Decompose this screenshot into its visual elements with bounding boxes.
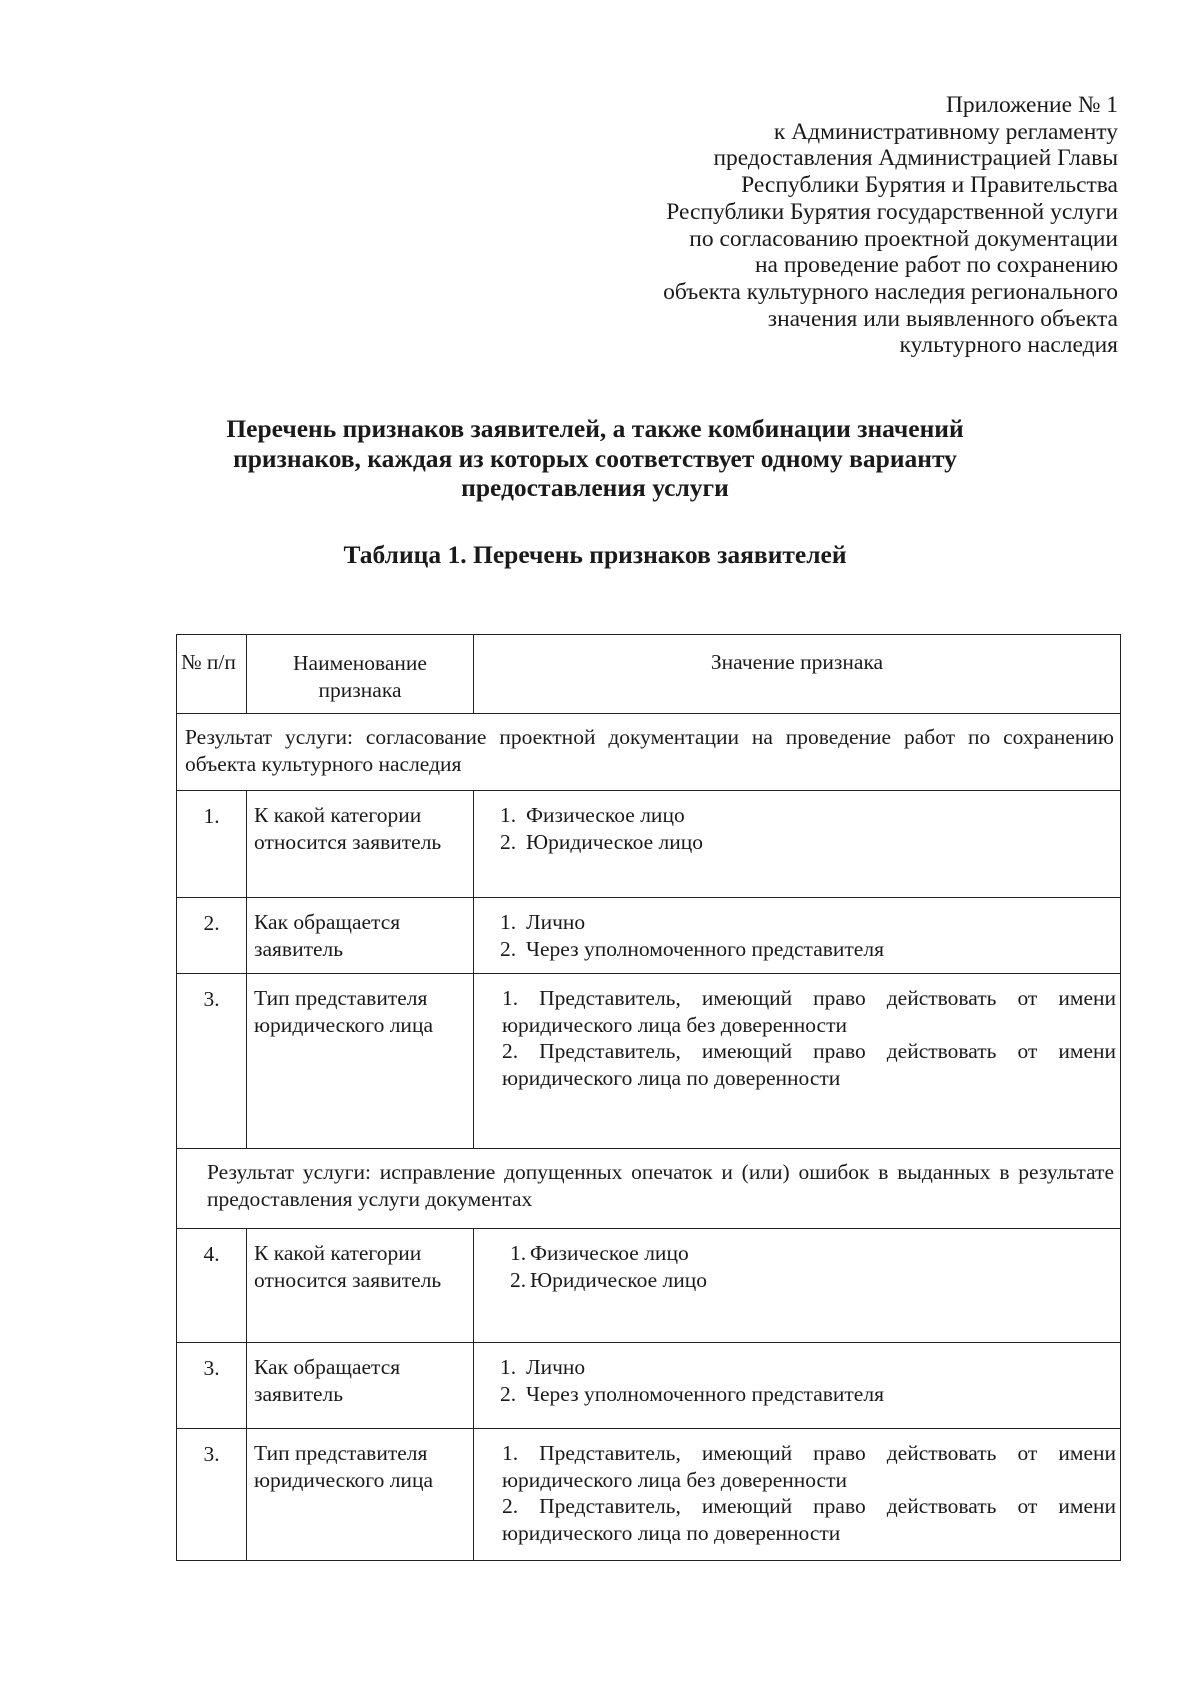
table-title: Таблица 1. Перечень признаков заявителей	[343, 540, 847, 569]
row-values	[474, 898, 1121, 974]
row-name: Как обращается заявитель	[247, 898, 474, 974]
applicant-signs-table	[176, 634, 1121, 1561]
appendix-line: предоставления Администрацией Главы	[713, 145, 1118, 172]
value-item: 2. Юридическое лицо	[500, 829, 704, 854]
title-line: Перечень признаков заявителей, а также комбинации значений	[226, 414, 964, 443]
row-num: 1.	[177, 791, 247, 898]
table-row	[177, 974, 1121, 1149]
value-item: 1. Представитель, имеющий право действовать от имени юридического лица без доверенности	[502, 1441, 1116, 1492]
appendix-header	[558, 92, 1118, 359]
header-name: Наименование признака	[247, 635, 474, 714]
row-num: 3.	[177, 1429, 247, 1561]
row-values	[474, 974, 1121, 1149]
value-item: 2. Представитель, имеющий право действовать от имени юридического лица по доверенности	[502, 1039, 1116, 1090]
row-num: 2.	[177, 898, 247, 974]
value-item: 2. Через уполномоченного представителя	[500, 936, 884, 961]
row-values	[474, 1429, 1121, 1561]
row-name: Как обращается заявитель	[247, 1343, 474, 1429]
row-name: К какой категории относится заявитель	[247, 791, 474, 898]
row-values	[474, 1229, 1121, 1343]
table-row	[177, 791, 1121, 898]
row-num: 3.	[177, 1343, 247, 1429]
value-item: 1. Лично	[500, 910, 586, 934]
row-num: 4.	[177, 1229, 247, 1343]
appendix-line: значения или выявленного объекта	[767, 305, 1118, 332]
title-line: признаков, каждая из которых соответствует одному варианту	[233, 443, 957, 473]
row-name: К какой категории относится заявитель	[247, 1229, 474, 1343]
appendix-line: культурного наследия	[899, 332, 1118, 359]
row-name: Тип представителя юридического лица	[247, 974, 474, 1149]
value-item: 1. Физическое лицо	[500, 803, 685, 827]
table-row	[177, 1429, 1121, 1561]
value-item: 1. Физическое лицо	[510, 1241, 689, 1265]
row-name: Тип представителя юридического лица	[247, 1429, 474, 1561]
value-item: 1. Представитель, имеющий право действовать от имени юридического лица без доверенности	[502, 986, 1116, 1037]
appendix-line: Республики Бурятия и Правительства	[741, 172, 1118, 199]
section-result-2: Результат услуги: исправление допущенных опечаток и (или) ошибок в выданных в результате предоставления услуги документах	[177, 1149, 1121, 1229]
value-item: 2. Через уполномоченного представителя	[500, 1381, 884, 1406]
value-item: 2. Представитель, имеющий право действовать от имени юридического лица по доверенности	[502, 1494, 1116, 1545]
appendix-line: объекта культурного наследия регионального	[663, 278, 1118, 305]
table-row	[177, 898, 1121, 974]
document-title	[180, 414, 1010, 503]
table-header-row	[177, 635, 1121, 714]
row-values	[474, 791, 1121, 898]
header-value: Значение признака	[474, 635, 1121, 714]
title-line: предоставления услуги	[461, 473, 729, 502]
appendix-line: Республики Бурятия государственной услуги	[666, 198, 1118, 225]
appendix-line: к Административному регламенту	[773, 118, 1118, 145]
table-row	[177, 1229, 1121, 1343]
appendix-line: по согласованию проектной документации	[689, 225, 1118, 252]
row-values	[474, 1343, 1121, 1429]
table-row	[177, 1343, 1121, 1429]
value-item: 1. Лично	[500, 1355, 586, 1379]
appendix-line: на проведение работ по сохранению	[754, 252, 1118, 279]
section-result-1: Результат услуги: согласование проектной документации на проведение работ по сохранению объекта культурного наследия	[177, 714, 1121, 791]
appendix-line: Приложение № 1	[945, 92, 1118, 118]
value-item: 2. Юридическое лицо	[510, 1267, 708, 1292]
row-num: 3.	[177, 974, 247, 1149]
header-num: № п/п	[177, 635, 247, 714]
section-row	[177, 1149, 1121, 1229]
section-row	[177, 714, 1121, 791]
